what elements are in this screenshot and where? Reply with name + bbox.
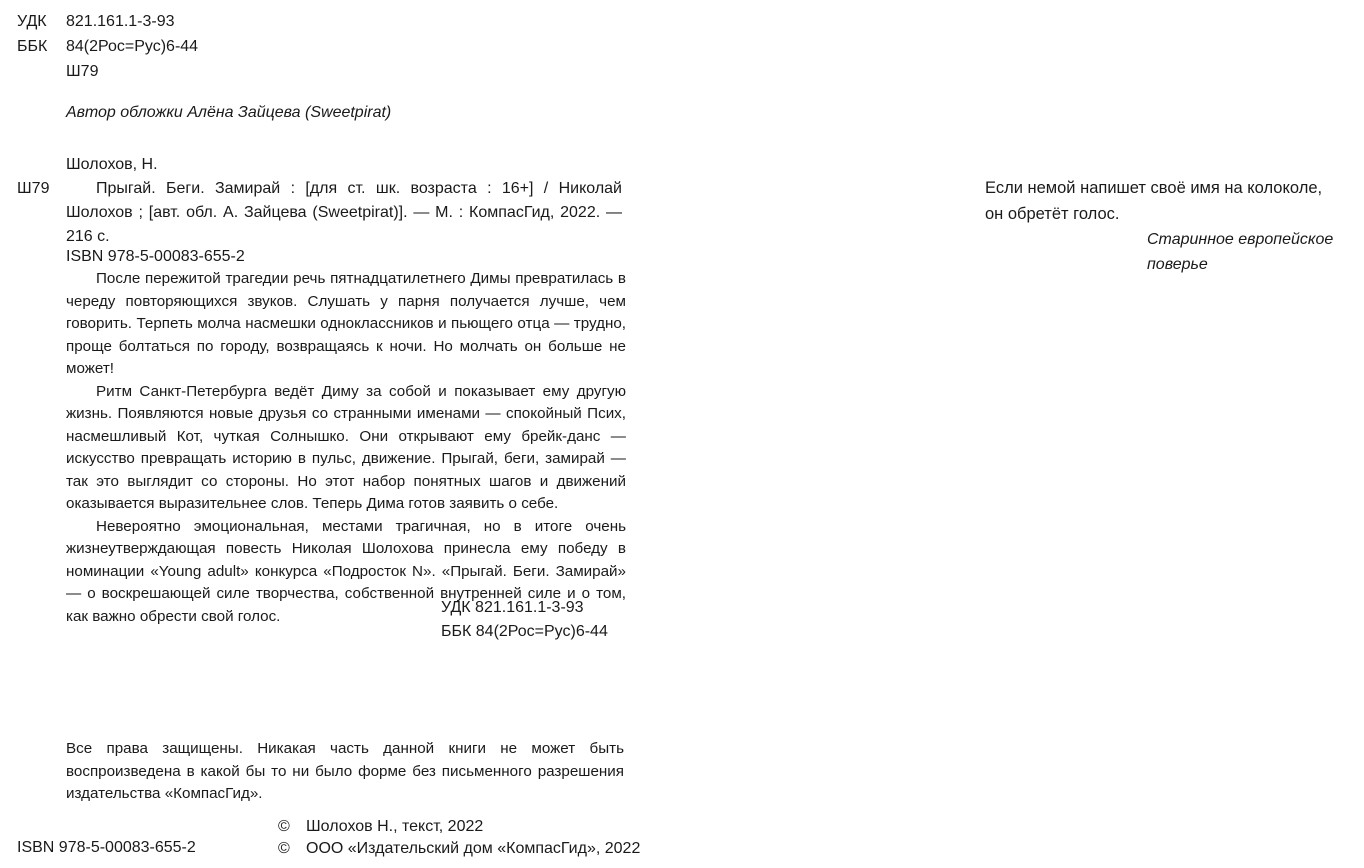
catalog-udk-footer: УДК 821.161.1-3-93: [441, 599, 584, 616]
catalog-annotation: [66, 268, 626, 628]
cover-credit: Автор обложки Алёна Зайцева (Sweetpirat): [66, 104, 392, 121]
epigraph-line: Если немой напишет своё имя на колоколе,: [985, 179, 1323, 197]
udk-label: УДК: [17, 13, 47, 30]
bbk-value: 84(2Рос=Рус)6-44: [66, 38, 199, 55]
rights-notice: Все права защищены. Никакая часть данной книги не может быть воспроизведена в какой бы то ни было форме без письменного разрешения издательства «КомпасГид».: [66, 740, 624, 802]
annotation-paragraph: Ритм Санкт-Петербурга ведёт Диму за собой и показывает ему другую жизнь. Появляются новые друзья со странными именами — спокойный Псих, насмешливый Кот, чуткая Солнышко. Они открывают ему брейк-данс — искусство превращать историю в пульс, движение. Прыгай, беги, замирай — так это выглядит со стороны. Но этот набор понятных шагов и движений оказывается выразительнее слов. Теперь Дима готов заявить о себе.: [66, 382, 626, 512]
copyright-text: Шолохов Н., текст, 2022: [306, 818, 484, 835]
bbk-label: ББК: [17, 38, 48, 55]
copyright-symbol: ©: [278, 840, 290, 857]
catalog-bbk-footer: ББК 84(2Рос=Рус)6-44: [441, 623, 608, 640]
epigraph-source: поверье: [1147, 256, 1208, 273]
footer-isbn: ISBN 978-5-00083-655-2: [17, 839, 196, 856]
epigraph-line: он обретёт голос.: [985, 205, 1120, 223]
catalog-sign: Ш79: [17, 180, 50, 197]
epigraph-source: Старинное европейское: [1147, 231, 1334, 248]
catalog-title-entry: Прыгай. Беги. Замирай : [для ст. шк. возраста : 16+] / Николай Шолохов ; [авт. обл. А. Зайцева (Sweetpirat)]. — М. : КомпасГид, 2022. — 216 с.: [66, 180, 622, 245]
annotation-paragraph: После пережитой трагедии речь пятнадцатилетнего Димы превратилась в череду повторяющихся звуков. Слушать у парня получается лучше, чем говорить. Терпеть молча насмешки одноклассников и пьющего отца — трудно, проще болтаться по городу, возвращаясь к ночи. Но молчать он больше не может!: [66, 270, 626, 377]
annotation-paragraph: Невероятно эмоциональная, местами трагичная, но в итоге очень жизнеутверждающая повесть Николая Шолохова принесла ему победу в номинации «Young adult» конкурса «Подросток N». «Прыгай. Беги. Замирай» — о воскрешающей силе творчества, собственной внутренней силе и о том, как важно обрести свой голос.: [66, 517, 626, 625]
author-sign: Ш79: [66, 63, 99, 80]
udk-value: 821.161.1-3-93: [66, 13, 175, 30]
catalog-isbn: ISBN 978-5-00083-655-2: [66, 248, 245, 265]
copyright-text: ООО «Издательский дом «КомпасГид», 2022: [306, 840, 641, 857]
copyright-symbol: ©: [278, 818, 290, 835]
catalog-author-heading: Шолохов, Н.: [66, 156, 158, 173]
